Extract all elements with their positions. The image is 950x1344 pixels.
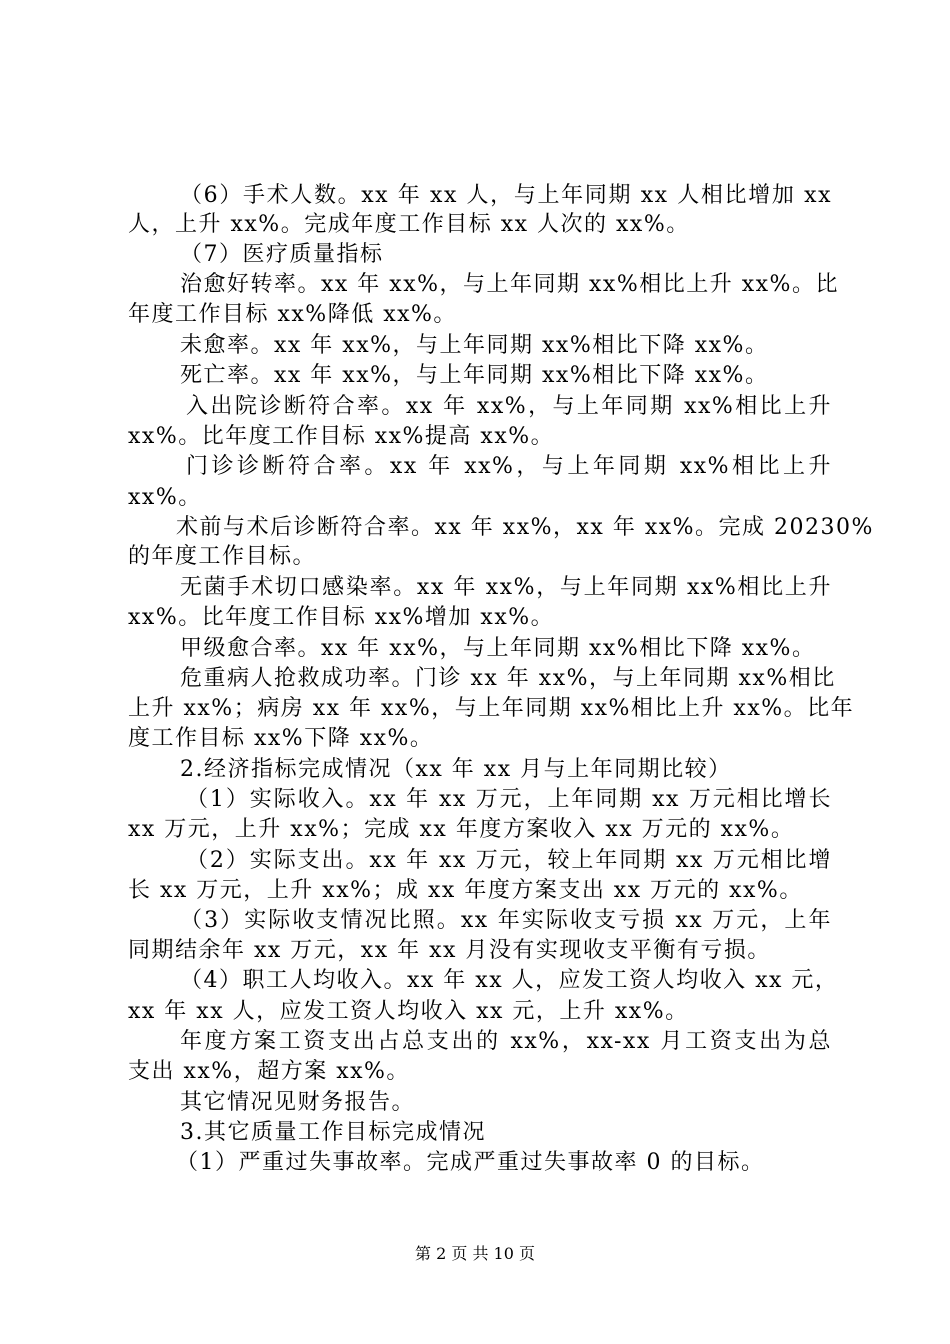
text-line-20: 2.经济指标完成情况（xx 年 xx 月与上年同期比较） [180,757,732,782]
text-line-9: xx%。比年度工作目标 xx%提高 xx%。 [128,424,555,449]
text-line-6: 未愈率。xx 年 xx%，与上年同期 xx%相比下降 xx%。 [180,333,769,358]
text-line-2: 人，上升 xx%。完成年度工作目标 xx 人次的 xx%。 [128,212,690,237]
text-line-10: 门诊诊断符合率。xx 年 xx%，与上年同期 xx%相比上升 [186,454,832,479]
text-line-12: 术前与术后诊断符合率。xx 年 xx%，xx 年 xx%。完成 20230% [176,515,874,540]
text-line-19: 度工作目标 xx%下降 xx%。 [128,726,434,751]
text-line-32: 3.其它质量工作目标完成情况 [180,1120,486,1145]
text-line-5: 年度工作目标 xx%降低 xx%。 [128,302,457,327]
text-line-30: 支出 xx%，超方案 xx%。 [128,1059,410,1084]
text-line-29: 年度方案工资支出占总支出的 xx%，xx-xx 月工资支出为总 [180,1029,832,1054]
text-line-4: 治愈好转率。xx 年 xx%，与上年同期 xx%相比上升 xx%。比 [180,272,839,297]
text-line-16: 甲级愈合率。xx 年 xx%，与上年同期 xx%相比下降 xx%。 [180,636,816,661]
text-line-13: 的年度工作目标。 [128,544,317,569]
text-line-33: （1）严重过失事故率。完成严重过失事故率 0 的目标。 [176,1150,765,1175]
text-line-25: （3）实际收支情况比照。xx 年实际收支亏损 xx 万元，上年 [180,908,832,933]
text-line-23: （2）实际支出。xx 年 xx 万元，较上年同期 xx 万元相比增 [186,848,832,873]
text-line-1: （6）手术人数。xx 年 xx 人，与上年同期 xx 人相比增加 xx [180,183,832,208]
text-line-31: 其它情况见财务报告。 [180,1090,416,1115]
text-line-17: 危重病人抢救成功率。门诊 xx 年 xx%，与上年同期 xx%相比 [180,666,836,691]
page-number-footer: 第 2 页 共 10 页 [415,1244,535,1263]
text-line-15: xx%。比年度工作目标 xx%增加 xx%。 [128,605,555,630]
text-line-21: （1）实际收入。xx 年 xx 万元，上年同期 xx 万元相比增长 [186,787,832,812]
text-line-28: xx 年 xx 人，应发工资人均收入 xx 元，上升 xx%。 [128,999,689,1024]
text-line-8: 入出院诊断符合率。xx 年 xx%，与上年同期 xx%相比上升 [186,394,832,419]
text-line-24: 长 xx 万元，上升 xx%；成 xx 年度方案支出 xx 万元的 xx%。 [128,878,803,903]
text-line-7: 死亡率。xx 年 xx%，与上年同期 xx%相比下降 xx%。 [180,363,769,388]
text-line-11: xx%。 [128,485,202,510]
text-line-27: （4）职工人均收入。xx 年 xx 人，应发工资人均收入 xx 元， [180,968,839,993]
text-line-14: 无菌手术切口感染率。xx 年 xx%，与上年同期 xx%相比上升 [180,575,832,600]
text-line-22: xx 万元，上升 xx%；完成 xx 年度方案收入 xx 万元的 xx%。 [128,817,795,842]
text-line-3: （7）医疗质量指标 [180,242,384,267]
text-line-26: 同期结余年 xx 万元，xx 年 xx 月没有实现收支平衡有亏损。 [128,938,771,963]
text-line-18: 上升 xx%；病房 xx 年 xx%，与上年同期 xx%相比上升 xx%。比年 [128,696,855,721]
